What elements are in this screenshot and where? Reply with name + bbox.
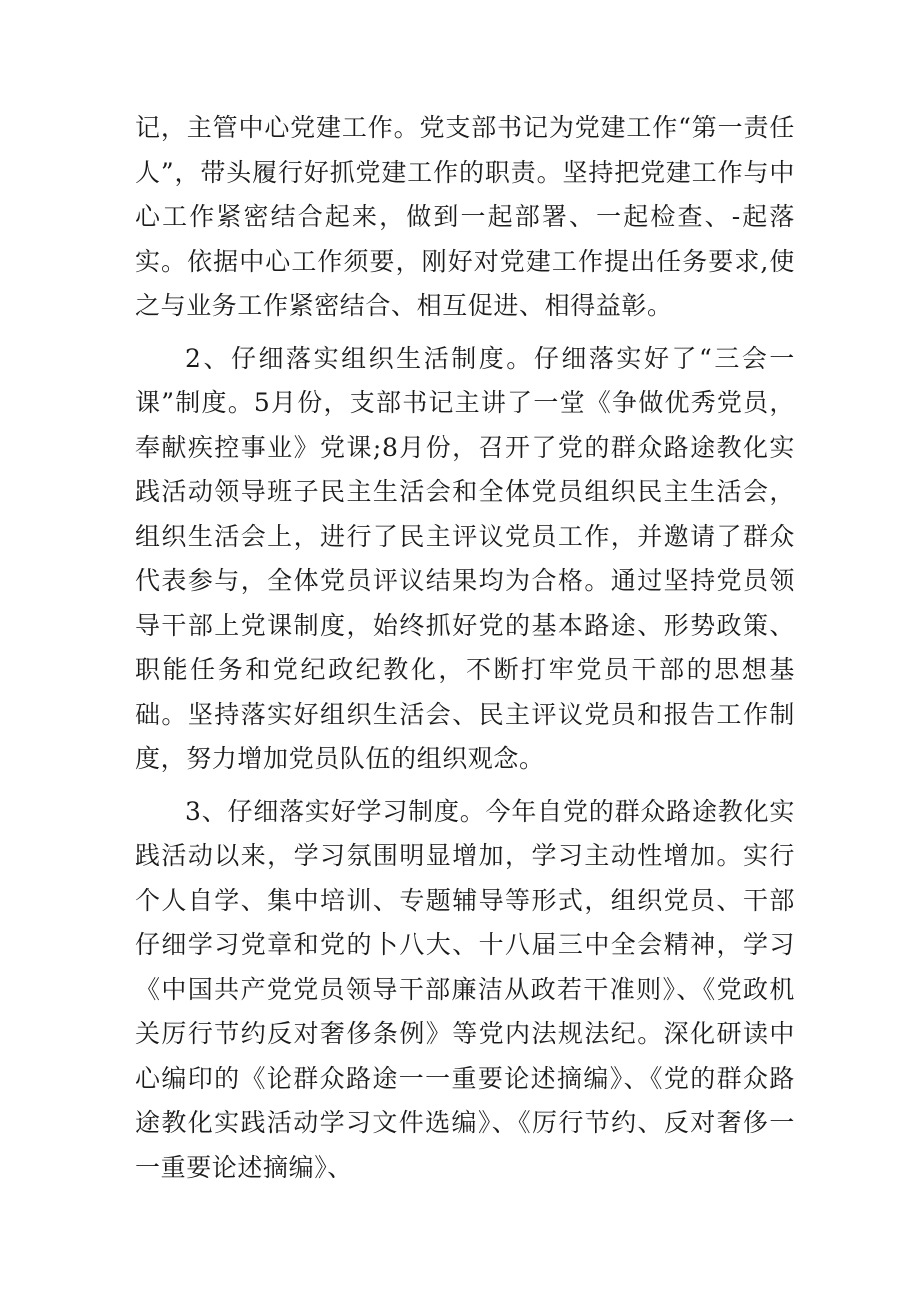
paragraph-study-system: 3、仔细落实好学习制度。今年自党的群众路途教化实践活动以来，学习氛围明显增加，学习主动性增加。实行个人自学、集中培训、专题辅导等形式，组织党员、干部仔细学习党章和党的卜八大、十八届三中全会精神，学习《中国共产党党员领导干部廉洁从政若干准则》、《党政机关厉行节约反对奢侈条例》等党内法规法纪。深化研读中心编印的《论群众路途一一重要论述摘编》、《党的群众路途教化实践活动学习文件选编》、《厉行节约、反对奢侈一一重要论述摘编》、	[135, 796, 795, 1182]
document-body	[135, 106, 795, 1198]
paragraph-organization-life: 2、仔细落实组织生活制度。仔细落实好了“三会一课”制度。5月份，支部书记主讲了一堂《争做优秀党员，奉献疾控事业》党课;8月份，召开了党的群众路途教化实践活动领导班子民主生活会和全体党员组织民主生活会，组织生活会上，进行了民主评议党员工作，并邀请了群众代表参与，全体党员评议结果均为合格。通过坚持党员领导干部上党课制度，始终抓好党的基本路途、形势政策、职能任务和党纪政纪教化，不断打牢党员干部的思想基础。坚持落实好组织生活会、民主评议党员和报告工作制度，努力增加党员队伍的组织观念。	[135, 343, 795, 773]
paragraph-continuation: 记，主管中心党建工作。党支部书记为党建工作“第一责任人”，带头履行好抓党建工作的职责。坚持把党建工作与中心工作紧密结合起来，做到一起部署、一起检查、-起落实。依据中心工作须要，刚好对党建工作提出任务要求,使之与业务工作紧密结合、相互促进、相得益彰。	[135, 113, 795, 320]
